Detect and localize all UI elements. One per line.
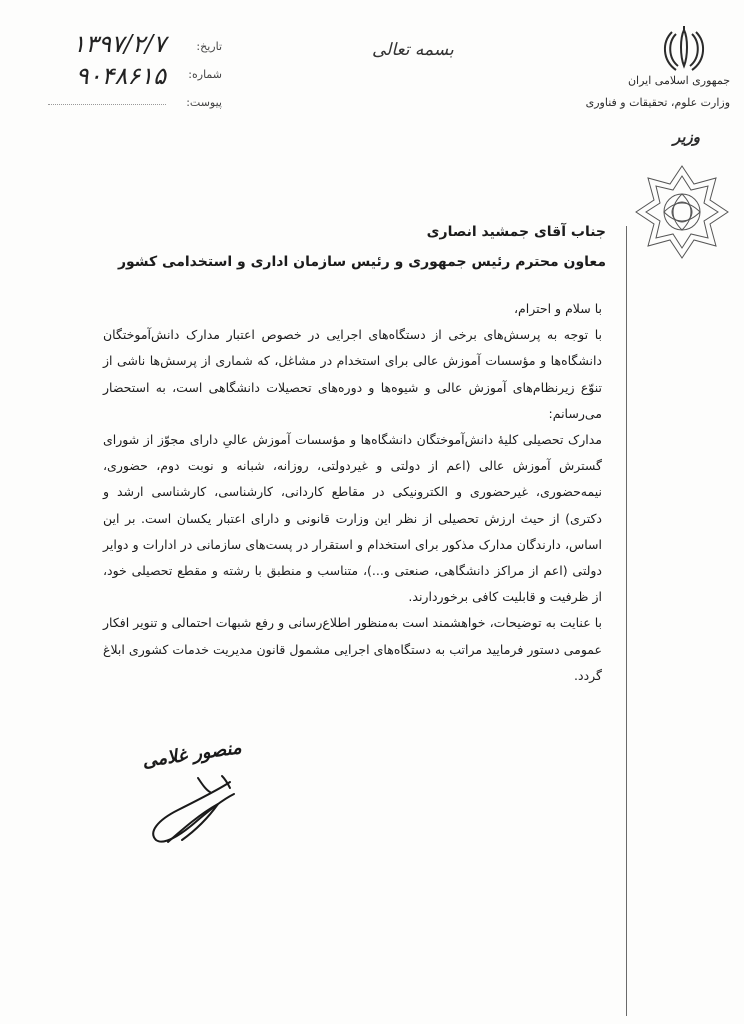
handwritten-signature-icon xyxy=(138,770,248,850)
arabesque-ornament-icon xyxy=(634,164,730,260)
signatory-name: منصور غلامی xyxy=(141,737,243,772)
office-title: وزیر xyxy=(673,128,700,146)
letter-body xyxy=(103,296,602,689)
addressee-title: معاون محترم رئیس جمهوری و رئیس سازمان اداری و استخدامی کشور xyxy=(117,254,606,270)
body-paragraph-2: مدارک تحصیلی کلیهٔ دانش‌آموختگان دانشگاه‌ها و مؤسسات آموزش عالیِ دارای مجوّز از شورای گسترش آموزش عالی (اعم از دولتی و غیردولتی، روزانه، شبانه و نوبت دوم، حضوری، نیمه‌حضوری، غیرحضوری و الکترونیکی در مقاطع کاردانی، کارشناسی، کارشناسی ارشد و دکتری) از حیث ارزش تحصیلی از نظر این وزارت قانونی و دارای اعتبار یکسان است. بر این اساس، دارندگان مدارک مذکور برای استخدام و استقرار در پست‌های سازمانی در ادارات و دوایر دولتی (اعم از مراکز دانشگاهی، صنعتی و...)، متناسب و منطبق با رشته و مقطع تحصیلی خود، از ظرفیت و قابلیت کافی برخوردارند. xyxy=(103,432,602,605)
date-value: ۱۳۹۷/۲/۷ xyxy=(72,30,166,58)
country-name: جمهوری اسلامی ایران xyxy=(627,74,730,87)
date-label: تاریخ: xyxy=(196,40,222,53)
number-label: شماره: xyxy=(188,68,222,81)
addressee-name: جناب آقای جمشید انصاری xyxy=(426,224,606,240)
greeting: با سلام و احترام، xyxy=(513,301,602,316)
body-paragraph-1: با توجه به پرسش‌های برخی از دستگاه‌های اجرایی در خصوص اعتبار مدارک دانش‌آموختگان دانشگاه‌ها و مؤسسات آموزش عالی برای استخدام در مشاغل، که شماری از پرسش‌ها ناشی از تنوّع زیرنظام‌های آموزش عالی و شیوه‌ها و دوره‌های تحصیلات دانشگاهی است، به استحضار می‌رسانم: xyxy=(103,327,602,421)
attachment-label: پیوست: xyxy=(186,96,222,109)
bismillah-heading: بسمه تعالی xyxy=(372,40,454,60)
margin-rule xyxy=(626,226,627,1016)
iran-emblem-icon xyxy=(662,26,706,72)
attachment-line xyxy=(48,104,166,105)
ministry-name: وزارت علوم، تحقیقات و فناوری xyxy=(585,96,730,109)
number-value: ۹۰۴۸۶۱۵ xyxy=(75,62,166,90)
body-paragraph-3: با عنایت به توضیحات، خواهشمند است به‌منظور اطلاع‌رسانی و رفع شبهات احتمالی و تنویر افکار عمومی دستور فرمایید مراتب به دستگاه‌های اجرایی مشمول قانون مدیریت خدمات کشوری ابلاغ گردد. xyxy=(103,615,602,683)
